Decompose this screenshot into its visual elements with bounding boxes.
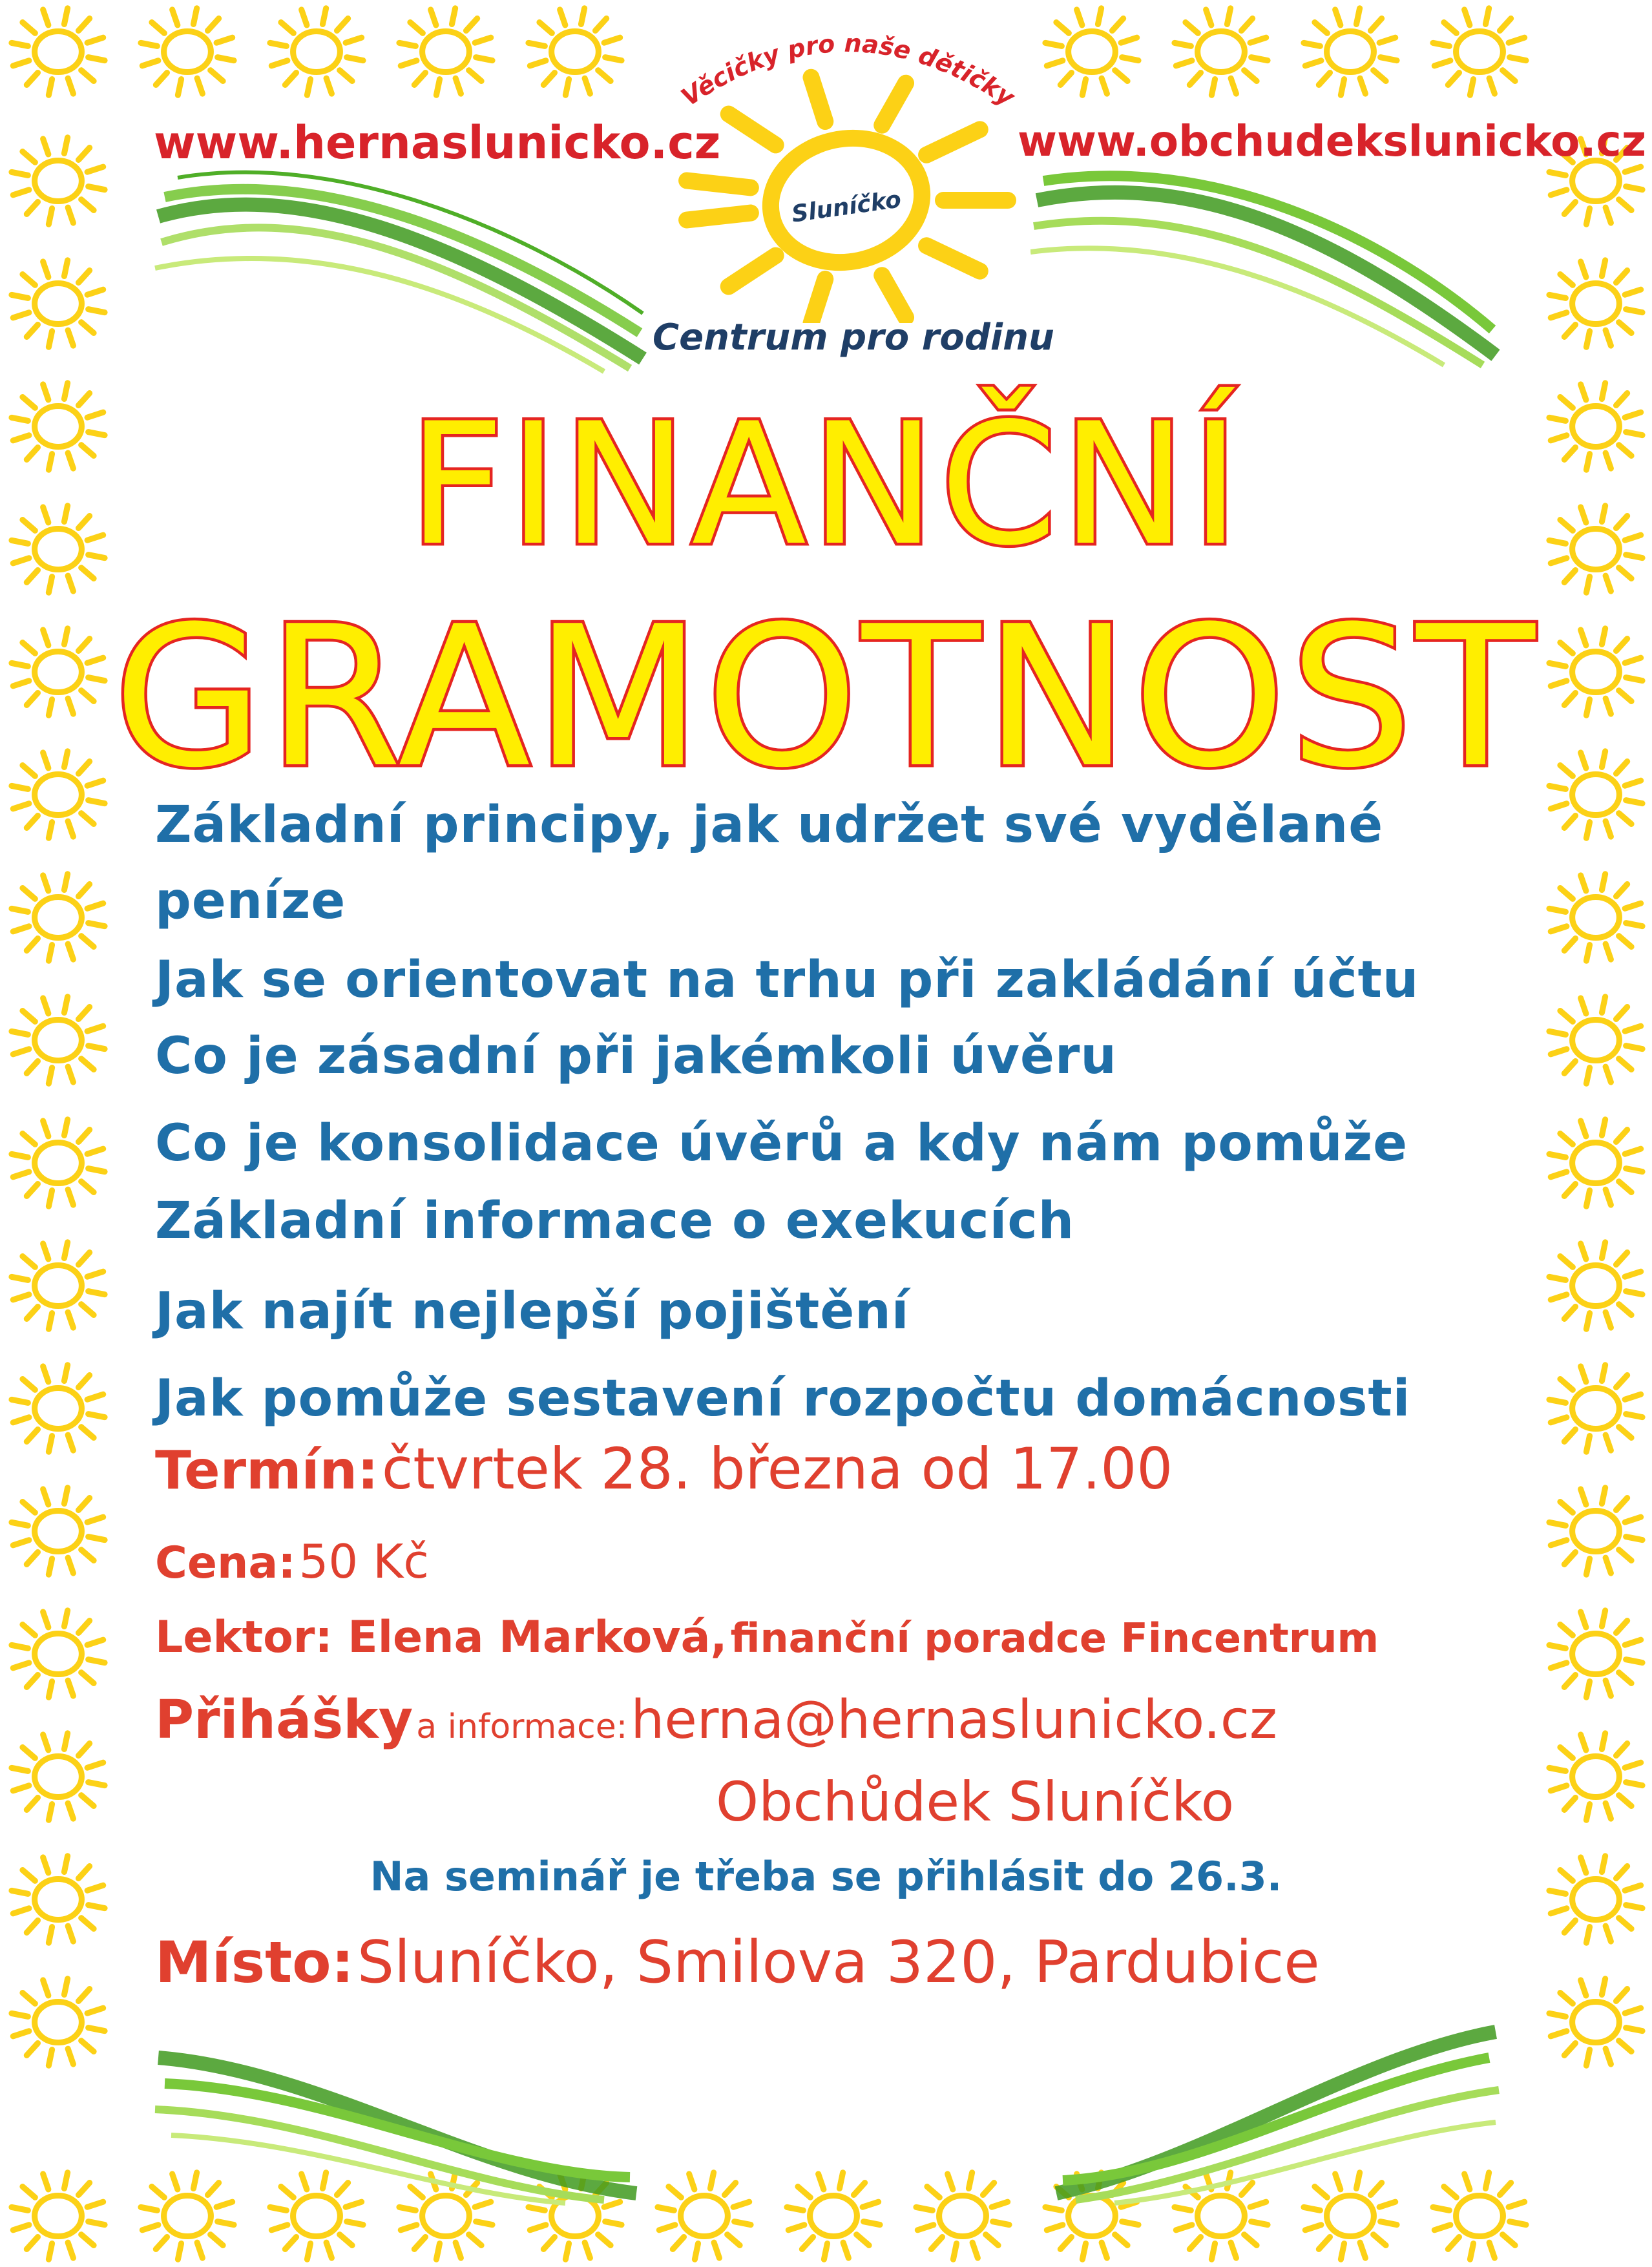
price-value: 50 Kč <box>298 1534 429 1589</box>
term-value: čtvrtek 28. března od 17.00 <box>381 1436 1173 1502</box>
sun-icon <box>12 1365 105 1452</box>
term-line <box>155 1436 1173 1502</box>
topic-item: Co je zásadní při jakémkoli úvěru <box>155 1027 1117 1085</box>
signup-email[interactable]: herna@hernaslunicko.cz <box>631 1689 1277 1751</box>
price-label: Cena: <box>155 1538 296 1589</box>
price-line <box>155 1534 429 1589</box>
place-label: Místo: <box>155 1929 354 1996</box>
logo-tagline: Věcičky pro naše dětičky <box>676 28 1020 112</box>
sun-icon <box>12 1611 105 1697</box>
logo-subtitle: Centrum pro rodinu <box>653 317 1054 359</box>
sun-icon <box>12 260 105 347</box>
place-value: Sluníčko, Smilova 320, Pardubice <box>357 1928 1320 1996</box>
slunicko-logo <box>659 13 1021 323</box>
sun-icon <box>528 8 622 95</box>
sun-icon <box>1549 1979 1642 2065</box>
sun-icon <box>12 2173 105 2259</box>
sun-icon <box>12 1120 105 1206</box>
place-line <box>155 1928 1320 1996</box>
sun-icon <box>787 2173 880 2259</box>
topic-item: Základní principy, jak udržet své vydělané <box>155 796 1384 854</box>
website-url-right[interactable]: www.obchudekslunicko.cz <box>1018 116 1647 166</box>
sun-icon <box>12 1488 105 1574</box>
sun-icon <box>1549 1733 1642 1820</box>
sun-icon <box>1549 260 1642 347</box>
sun-icon <box>1549 874 1642 961</box>
topic-item: peníze <box>155 872 346 930</box>
sun-icon <box>12 1242 105 1329</box>
signup-deadline-notice: Na seminář je třeba se přihlásit do 26.3. <box>370 1853 1282 1900</box>
signup-label: Přihášky <box>155 1689 413 1751</box>
sun-icon <box>1304 8 1397 95</box>
sun-icon <box>399 8 492 95</box>
title-line-2: GRAMOTNOST <box>113 585 1539 810</box>
sun-icon <box>1433 8 1526 95</box>
signup-line <box>155 1689 1277 1751</box>
signup-mid: a informace: <box>416 1708 628 1746</box>
sun-icon <box>141 8 234 95</box>
lecturer-line <box>155 1612 1379 1663</box>
sun-icon <box>1175 8 1268 95</box>
green-swoosh-bottom-left <box>152 2045 643 2206</box>
green-swoosh-top-right <box>1030 162 1502 368</box>
sun-icon <box>12 8 105 95</box>
sun-icon <box>270 8 363 95</box>
sun-icon <box>1549 1365 1642 1452</box>
sun-icon <box>12 138 105 224</box>
sun-icon <box>1549 1611 1642 1697</box>
sun-icon <box>1549 1120 1642 1206</box>
lecturer-value: finanční poradce Fincentrum <box>730 1614 1379 1662</box>
logo-name: Sluníčko <box>789 186 903 228</box>
svg-text:Věcičky pro naše dětičky <box>676 29 1021 113</box>
sun-icon <box>1549 1242 1642 1329</box>
title-line-1: FINANČNÍ <box>408 388 1244 583</box>
sun-icon <box>1549 1488 1642 1574</box>
lecturer-label: Lektor: Elena Marková, <box>155 1612 727 1663</box>
term-label: Termín: <box>155 1440 379 1501</box>
website-url-left[interactable]: www.hernaslunicko.cz <box>154 116 721 169</box>
sun-icon <box>1045 8 1138 95</box>
green-swoosh-bottom-right <box>1050 2019 1502 2206</box>
sun-icon <box>12 874 105 961</box>
topic-item: Jak pomůže sestavení rozpočtu domácnosti <box>155 1370 1411 1428</box>
sun-icon <box>658 2173 751 2259</box>
topic-item: Jak se orientovat na trhu při zakládání účtu <box>155 951 1419 1009</box>
sun-icon <box>1549 997 1642 1083</box>
topic-item: Základní informace o exekucích <box>155 1192 1075 1250</box>
sun-icon <box>12 1979 105 2065</box>
signup-shop: Obchůdek Sluníčko <box>716 1770 1235 1833</box>
green-swoosh-top-left <box>152 158 649 378</box>
topic-item: Jak najít nejlepší pojištění <box>155 1282 910 1341</box>
topic-item: Co je konsolidace úvěrů a kdy nám pomůže <box>155 1114 1408 1173</box>
sun-icon <box>12 1733 105 1820</box>
sun-icon <box>916 2173 1009 2259</box>
sun-icon <box>12 997 105 1083</box>
